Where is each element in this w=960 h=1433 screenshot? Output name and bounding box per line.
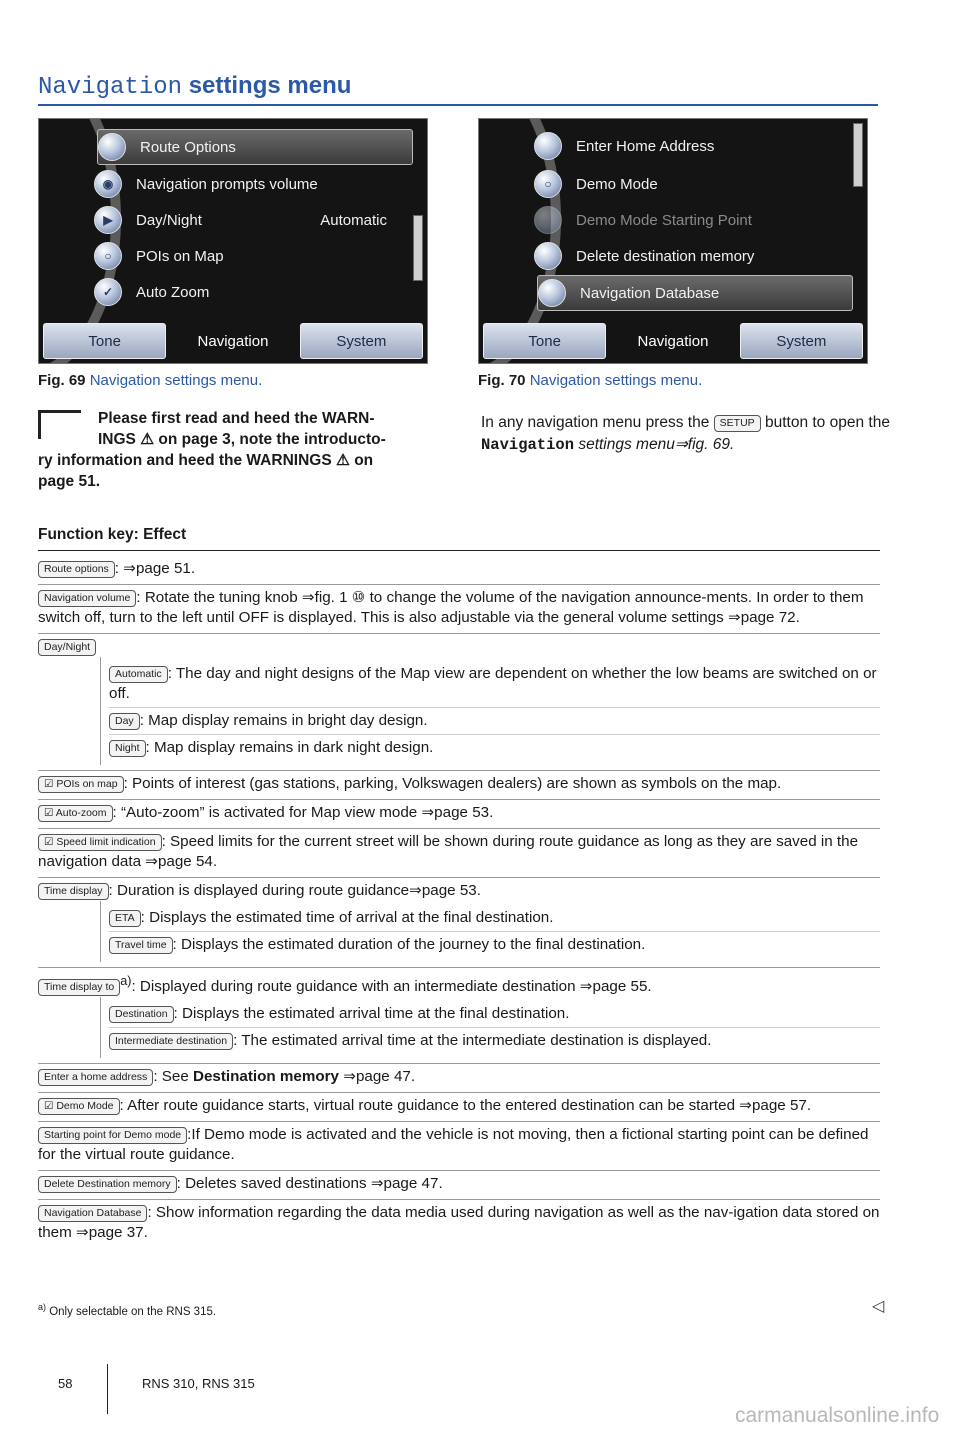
knob-icon (534, 242, 562, 270)
tab-tone[interactable]: Tone (483, 323, 606, 359)
list-item: Enter a home address : See Destination memory ⇒page 47. (38, 1064, 880, 1093)
knob-icon (534, 132, 562, 160)
continue-arrow-icon: ◁ (872, 1298, 885, 1315)
figure-caption-69: Fig. 69 Navigation settings menu. (38, 372, 263, 389)
list-item: Starting point for Demo mode :If Demo mode is activated and the vehicle is not moving, then a fictional starting point can be defined for the virtual route guidance. (38, 1122, 880, 1171)
menu-item-day-night[interactable]: ▶ Day/Night Automatic (94, 203, 409, 237)
tab-system[interactable]: System (300, 323, 423, 359)
footer-label: RNS 310, RNS 315 (142, 1376, 255, 1391)
list-item: ☑ Auto-zoom : “Auto-zoom” is activated for Map view mode ⇒page 53. (38, 800, 880, 829)
checkbox-icon: ○ (94, 242, 122, 270)
checkbox-icon: ○ (534, 170, 562, 198)
menu-item-navigation-database[interactable]: Navigation Database (537, 275, 853, 311)
list-item: Navigation Database : Show information regarding the data media used during navigation as well as the nav-igation data stored on them ⇒page 37. (38, 1204, 880, 1242)
list-item: Time display : Duration is displayed during route guidance⇒page 53. ETA : Displays the estimated time of arrival at the final destination. Travel time : Displays the estimated duration of the journey to the final destination. (38, 878, 880, 968)
tab-bar (43, 323, 423, 359)
function-list (38, 556, 880, 1248)
menu-item-route-options[interactable]: Route Options (97, 129, 413, 165)
knob-icon (534, 206, 562, 234)
menu-item-enter-home-address[interactable]: Enter Home Address (534, 129, 849, 163)
intro-text: In any navigation menu press the SETUP button to open the Navigation settings menu⇒fig. 69. (481, 414, 890, 454)
list-item: Day/Night Automatic : The day and night designs of the Map view are dependent on whether the low beams are switched on or off. Day : Map display remains in bright day design. Night : Map display remains in dark night design. (38, 634, 880, 771)
warning-triangle-icon: ⚠ (140, 431, 155, 448)
knob-icon (538, 279, 566, 307)
watermark: carmanualsonline.info (735, 1404, 940, 1427)
function-key-heading: Function key: Effect (38, 526, 880, 551)
scrollbar[interactable] (853, 123, 863, 187)
figure-caption-70: Fig. 70 Navigation settings menu. (478, 372, 703, 389)
menu-item-nav-prompts-volume[interactable]: ◉ Navigation prompts volume (94, 167, 409, 201)
screen-fig70 (478, 118, 868, 364)
screen-fig69 (38, 118, 428, 364)
menu-item-pois-on-map[interactable]: ○ POIs on Map (94, 239, 409, 273)
list-item: Time display to $^{a)}$: Displayed during route guidance with an intermediate destination ⇒page 55. Destination : Displays the estimated arrival time at the final destination. Intermediate destination : The estimated arrival time at the intermediate destination is displayed. (38, 968, 880, 1064)
tab-navigation[interactable]: Navigation (637, 332, 709, 350)
menu-item-demo-mode[interactable]: ○ Demo Mode (534, 167, 849, 201)
menu-item-auto-zoom[interactable]: ✓ Auto Zoom (94, 275, 409, 309)
list-item: Delete Destination memory : Deletes saved destinations ⇒page 47. (38, 1171, 880, 1200)
speaker-icon: ◉ (94, 170, 122, 198)
play-icon: ▶ (94, 206, 122, 234)
tab-navigation[interactable]: Navigation (197, 332, 269, 350)
list-item: Route options : ⇒page 51. (38, 556, 880, 585)
footnote: $^{a)}$ Only selectable on the RNS 315. (38, 1302, 217, 1318)
menu-item-demo-starting-point[interactable]: Demo Mode Starting Point (534, 203, 849, 237)
tab-bar (483, 323, 863, 359)
warning-triangle-icon: ⚠ (335, 452, 350, 469)
page-title: Navigation settings menu (38, 72, 878, 106)
list-item: ☑ POIs on map : Points of interest (gas stations, parking, Volkswagen dealers) are shown as symbols on the map. (38, 771, 880, 800)
list-item: Navigation volume : Rotate the tuning knob ⇒fig. 1 ⑩ to change the volume of the navigation announce-ments. In order to them switch off, turn to the left until OFF is displayed. This is also adjustable via the general volume settings ⇒page 72. (38, 585, 880, 634)
list-item: ☑ Speed limit indication : Speed limits for the current street will be shown during route guidance as long as they are saved in the navigation data ⇒page 54. (38, 829, 880, 878)
checkmark-icon: ✓ (94, 278, 122, 306)
menu-item-delete-destination-memory[interactable]: Delete destination memory (534, 239, 849, 273)
knob-icon (98, 133, 126, 161)
setup-button[interactable]: SETUP (714, 415, 761, 432)
list-item: ☑ Demo Mode : After route guidance starts, virtual route guidance to the entered destination can be started ⇒page 57. (38, 1093, 880, 1122)
scrollbar[interactable] (413, 215, 423, 281)
tab-tone[interactable]: Tone (43, 323, 166, 359)
page-number: 58 (58, 1376, 73, 1391)
warning-note: Please first read and heed the WARN- INGS ⚠ on page 3, note the introducto- ry information and heed the WARNINGS ⚠ on page 51. (38, 410, 386, 490)
tab-system[interactable]: System (740, 323, 863, 359)
